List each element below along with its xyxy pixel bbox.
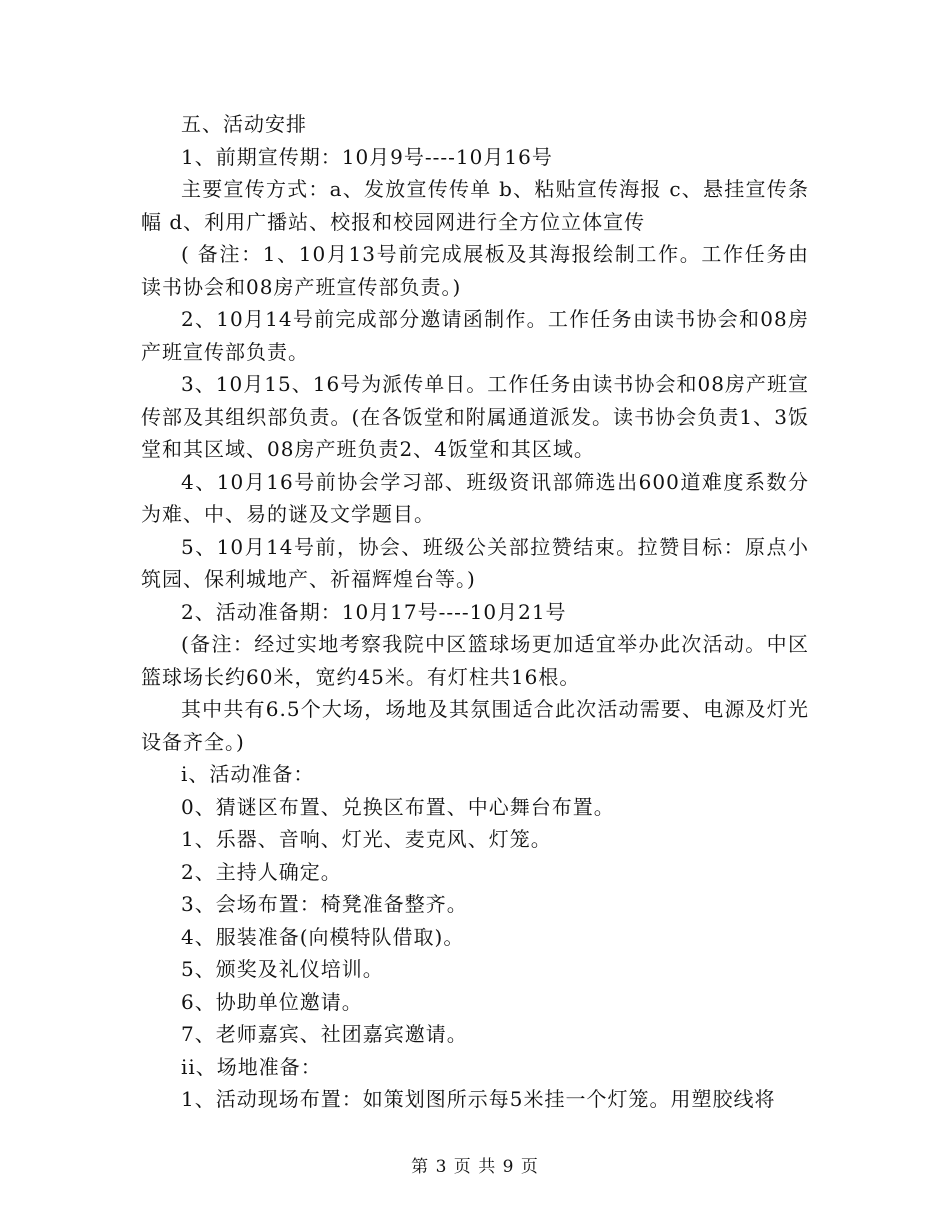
list-item: 5、颁奖及礼仪培训。: [181, 957, 384, 981]
paragraph: ( 备注：1、10月13号前完成展板及其海报绘制工作。工作任务由读书协会和08房产班宣传部负责。): [141, 242, 809, 299]
list-item: 4、服装准备(向模特队借取)。: [181, 924, 465, 949]
list-item: 6、协助单位邀请。: [181, 989, 363, 1014]
paragraph: 1、前期宣传期：10月9号----10月16号: [181, 144, 553, 169]
list-item: 3、会场布置：椅凳准备整齐。: [181, 892, 468, 916]
paragraph: 5、10月14号前，协会、班级公关部拉赞结束。拉赞目标：原点小筑园、保利城地产、祈福辉煌台等。): [141, 534, 809, 591]
paragraph: 2、10月14号前完成部分邀请函制作。工作任务由读书协会和08房产班宣传部负责。: [141, 307, 809, 364]
sub-heading: ii、场地准备：: [181, 1054, 322, 1079]
document-body: [141, 108, 809, 1116]
list-item: 2、主持人确定。: [181, 859, 342, 884]
paragraph: 3、10月15、16号为派传单日。工作任务由读书协会和08房产班宣传部及其组织部负责。(在各饭堂和附属通道派发。读书协会负责1、3饭堂和其区域、08房产班负责2、4饭堂和其区域。: [141, 372, 809, 461]
list-item: 1、活动现场布置：如策划图所示每5米挂一个灯笼。用塑胶线将: [181, 1087, 776, 1111]
paragraph: (备注：经过实地考察我院中区篮球场更加适宜举办此次活动。中区篮球场长约60米，宽约45米。有灯柱共16根。: [141, 632, 809, 689]
paragraph: 4、10月16号前协会学习部、班级资讯部筛选出600道难度系数分为难、中、易的谜及文学题目。: [141, 469, 809, 526]
sub-heading: i、活动准备：: [181, 762, 315, 786]
paragraph: 2、活动准备期：10月17号----10月21号: [181, 599, 567, 624]
list-item: 1、乐器、音响、灯光、麦克风、灯笼。: [181, 827, 552, 851]
section-heading: 五、活动安排: [181, 112, 307, 136]
page-number-footer: 第 3 页 共 9 页: [411, 1157, 539, 1177]
paragraph: 主要宣传方式：a、发放宣传传单 b、粘贴宣传海报 c、悬挂宣传条幅 d、利用广播站、校报和校园网进行全方位立体宣传: [141, 177, 809, 234]
list-item: 7、老师嘉宾、社团嘉宾邀请。: [181, 1022, 468, 1046]
list-item: 0、猜谜区布置、兑换区布置、中心舞台布置。: [181, 794, 615, 819]
paragraph: 其中共有6.5个大场，场地及其氛围适合此次活动需要、电源及灯光设备齐全。): [141, 697, 809, 754]
